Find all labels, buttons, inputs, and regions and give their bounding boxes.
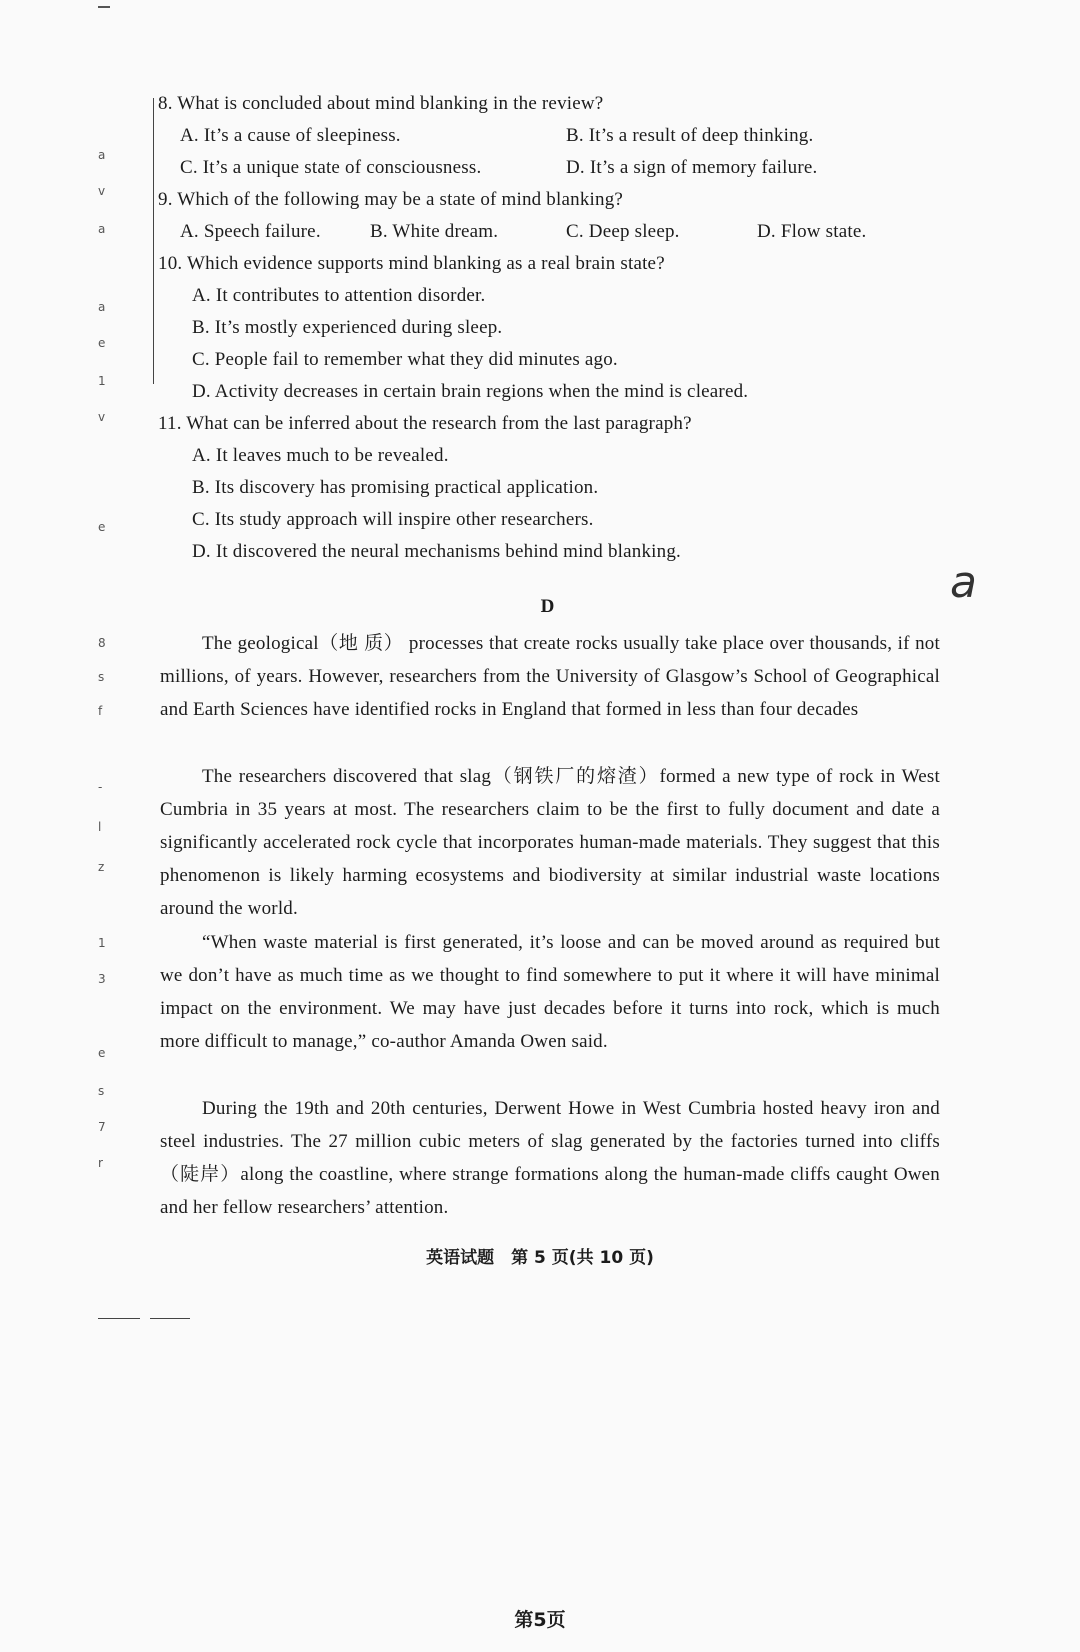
q11-option-b: B. Its discovery has promising practical application.	[192, 477, 599, 498]
bottom-rule-right	[150, 1318, 190, 1319]
margin-mark: -	[98, 780, 103, 794]
margin-mark: 3	[98, 972, 106, 986]
passage-paragraph-3: “When waste material is first generated, it’s loose and can be moved around as required but we don’t have as much time as we thought to find somewhere to put it where it will have minimal impact on the environment. We may have just decades before it turns into rock, which is much more difficult to manage,” co-author Amanda Owen said.	[160, 932, 940, 1052]
question-8-stem: 8. What is concluded about mind blanking in the review?	[158, 93, 604, 114]
question-9-stem: 9. Which of the following may be a state of mind blanking?	[158, 189, 624, 210]
passage-paragraph-1: The geological（地 质） processes that create rocks usually take place over thousands, if not millions, of years. However, researchers from the University of Glasgow’s School of Geographical and Earth Sciences have identified rocks in England that formed in less than four decades	[160, 633, 940, 720]
q8-option-d: D. It’s a sign of memory failure.	[566, 157, 818, 178]
margin-mark: 7	[98, 1120, 106, 1134]
question-11-stem: 11. What can be inferred about the research from the last paragraph?	[158, 413, 692, 434]
q9-option-b: B. White dream.	[370, 221, 499, 242]
q11-option-a: A. It leaves much to be revealed.	[192, 445, 449, 466]
margin-mark: f	[98, 704, 103, 718]
q11-option-c: C. Its study approach will inspire other researchers.	[192, 509, 594, 530]
q11-option-d: D. It discovered the neural mechanisms behind mind blanking.	[192, 541, 681, 562]
q10-option-d: D. Activity decreases in certain brain regions when the mind is cleared.	[192, 381, 749, 402]
q9-option-a: A. Speech failure.	[180, 221, 321, 242]
q8-option-b: B. It’s a result of deep thinking.	[566, 125, 814, 146]
q10-option-a: A. It contributes to attention disorder.	[192, 285, 486, 306]
passage-paragraph-4: During the 19th and 20th centuries, Derwent Howe in West Cumbria hosted heavy iron and steel industries. The 27 million cubic meters of slag generated by the factories turned into cliffs（陡岸）along the coastline, where strange formations along the human-made cliffs caught Owen and her fellow researchers’ attention.	[160, 1098, 940, 1218]
q9-option-d: D. Flow state.	[757, 221, 867, 242]
margin-mark: a	[98, 148, 106, 162]
q8-option-a: A. It’s a cause of sleepiness.	[180, 125, 401, 146]
margin-mark: 1	[98, 936, 106, 950]
page-number: 第5页	[514, 1609, 566, 1631]
margin-mark: s	[98, 1084, 105, 1098]
q8-option-c: C. It’s a unique state of consciousness.	[180, 157, 482, 178]
margin-mark: a	[98, 300, 106, 314]
margin-mark: e	[98, 1046, 106, 1060]
bottom-rule-left	[98, 1318, 140, 1319]
margin-mark: v	[98, 184, 106, 198]
margin-mark: e	[98, 520, 106, 534]
margin-mark: v	[98, 410, 106, 424]
q9-option-c: C. Deep sleep.	[566, 221, 680, 242]
passage-paragraph-2: The researchers discovered that slag（钢铁厂的熔渣）formed a new type of rock in West Cumbria in 35 years at most. The researchers claim to be the first to fully document and date a significantly accelerated rock cycle that incorporates human-made materials. They suggest that this phenomenon is likely harming ecosystems and biodiversity at similar industrial waste locations around the world.	[160, 766, 940, 919]
q10-option-b: B. It’s mostly experienced during sleep.	[192, 317, 503, 338]
margin-mark: r	[98, 1156, 103, 1170]
handwritten-answer: a	[950, 557, 977, 608]
margin-mark: 8	[98, 636, 106, 650]
q10-option-c: C. People fail to remember what they did minutes ago.	[192, 349, 618, 370]
margin-mark: e	[98, 336, 106, 350]
section-heading: D	[540, 596, 555, 617]
left-bracket	[153, 98, 154, 384]
margin-mark: 1	[98, 374, 106, 388]
question-10-stem: 10. Which evidence supports mind blanking as a real brain state?	[158, 253, 665, 274]
margin-mark: l	[98, 820, 102, 834]
margin-mark: s	[98, 670, 105, 684]
margin-mark: a	[98, 222, 106, 236]
margin-mark: z	[98, 860, 105, 874]
top-margin-mark	[98, 6, 110, 8]
page-footer: 英语试题 第 5 页(共 10 页)	[426, 1248, 654, 1268]
